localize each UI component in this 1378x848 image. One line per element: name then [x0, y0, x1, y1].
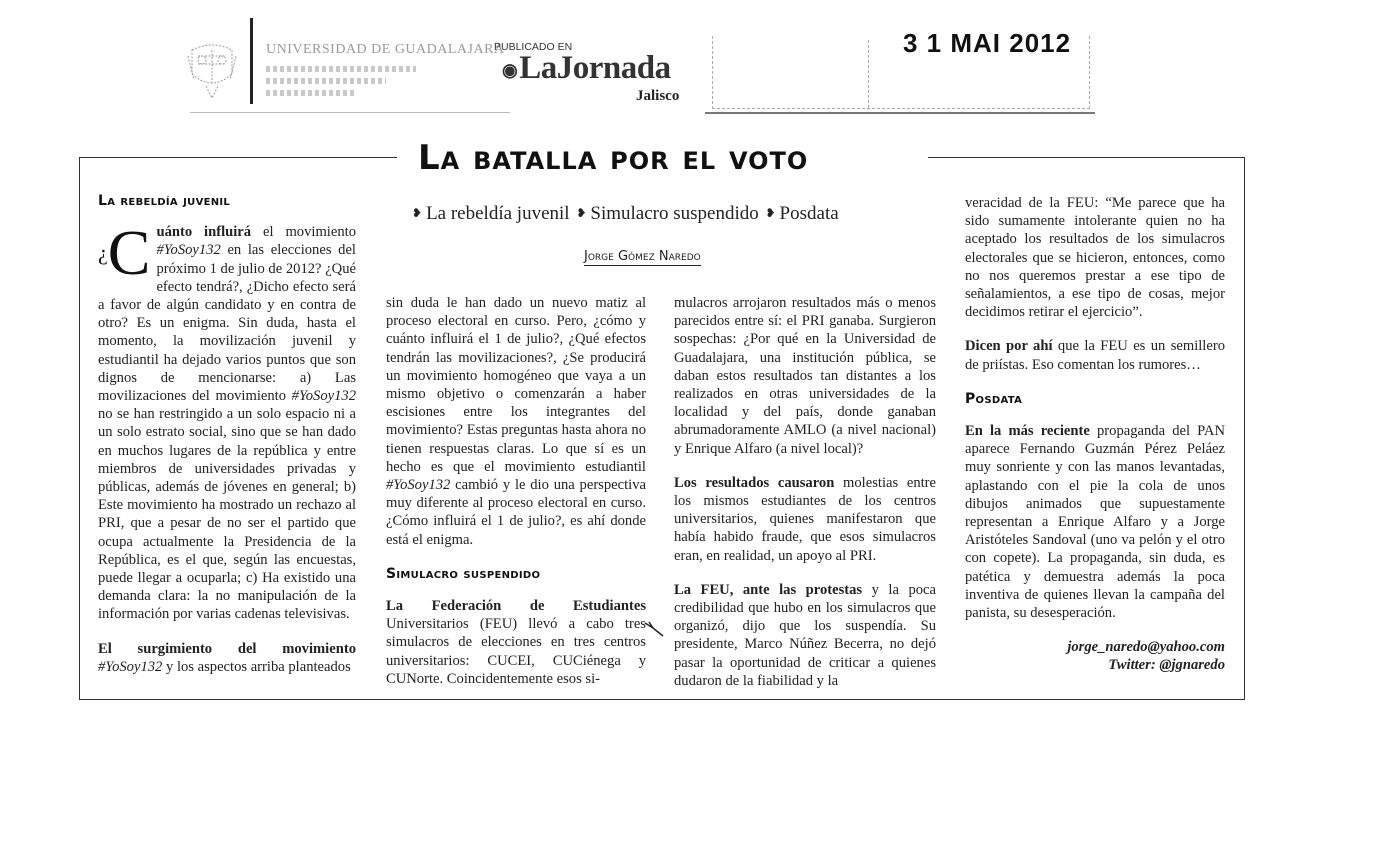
author-twitter: Twitter: @jgnaredo — [1108, 657, 1225, 674]
stamp-date: 3 1 MAI 2012 — [903, 28, 1072, 58]
hashtag: #YoSoy132 — [156, 242, 221, 259]
lead-bold: La Federación de Estudiantes — [386, 598, 646, 615]
bullet-icon: ❥ — [576, 206, 587, 220]
hashtag: #YoSoy132 — [386, 477, 451, 494]
lead-bold: uánto influirá — [156, 224, 252, 241]
lead-bold: La FEU, ante las protestas — [674, 581, 863, 598]
stamp-divider — [868, 40, 870, 108]
institution-name: UNIVERSIDAD DE GUADALAJARA — [266, 42, 505, 57]
headline: La batalla por el voto — [418, 138, 809, 178]
hashtag: #YoSoy132 — [291, 388, 356, 405]
paragraph — [98, 217, 356, 623]
lead-bold: En la más reciente — [965, 423, 1090, 440]
text: que la FEU es un semillero de priístas. Eso comentan los rumores… — [965, 338, 1225, 373]
logo-mark-icon: ◉ — [502, 60, 518, 81]
text: no se han restringido a un solo espacio ni a un solo estrato social, sino que se han dado en muchos lugares de la república y entre miembros de universidades privadas y públicas, además de jóvenes en general; b) Este movimiento ha mostrado un rechazo al PRI, que a pesar de no ser el partido que ocupa actualmente la Presidencia de la República, es el que, según las encuestas, puede llegar a ocuparla; c) Ha existido una demanda clara: la no manipulación de la información por varias cadenas televisivas. — [98, 406, 356, 623]
header-rule — [705, 112, 1095, 114]
faint-address-line — [266, 78, 386, 84]
column-3 — [674, 294, 936, 690]
newspaper-edition: Jalisco — [636, 88, 680, 104]
column-1 — [98, 192, 356, 676]
author-email: jorge_naredo@yahoo.com — [1067, 639, 1225, 656]
section-title-posdata: Posdata — [965, 390, 1023, 407]
drop-cap-letter: C — [107, 217, 151, 289]
drop-cap — [98, 217, 151, 289]
pen-mark-icon — [643, 620, 665, 638]
section-title-simulacro: Simulacro suspendido — [386, 565, 541, 582]
paragraph — [965, 422, 1225, 622]
paragraph: mulacros arrojaron resultados más o menos parecidos entre sí: el PRI ganaba. Surgieron sospechas: ¿Por qué en la Universidad de Guadalajara, una institución pública, se daban estos resultados tan distantes a los realizados en otras universidades de la localidad y del país, donde ganaban abrumadoramente AMLO (a nivel nacional) y Enrique Alfaro (a nivel local)? — [674, 295, 936, 457]
published-in-label: PUBLICADO EN — [494, 41, 573, 53]
subhead: La rebeldía juvenil — [426, 203, 570, 224]
paragraph — [386, 597, 646, 688]
faint-address-line — [266, 90, 356, 96]
university-seal-icon — [186, 36, 238, 102]
text: sin duda le han dado un nuevo matiz al proceso electoral en curso. Pero, ¿cómo y cuánto influirá el 1 de julio?, ¿Qué efectos tendrán las movilizaciones?, ¿Se producirá un movimiento homogéneo que vaya a un mismo objetivo o comenzarán a haber escisiones entre los integrantes del movimiento? Estas preguntas hasta ahora no tienen respuestas claras. Lo que sí es un hecho es que el movimiento estudiantil — [386, 295, 646, 475]
paragraph — [386, 294, 646, 549]
lead-bold: El surgimiento del movimiento — [98, 640, 356, 657]
faint-address-line — [266, 66, 416, 72]
text: y los aspectos arriba planteados — [162, 658, 351, 675]
byline: Jorge Gómez Naredo — [584, 249, 701, 264]
text: en las elecciones del próximo 1 de julio de 2012? ¿Qué efecto tendrá?, ¿Dicho efecto será a favor de algún candidato y en contra de otro? Es un enigma. Sin duda, hasta el momento, la movilización juvenil y estudiantil ha dejado varios puntos que son dignos de mencionarse: a) Las movilizaciones del movimiento — [98, 242, 356, 405]
text: propaganda del PAN aparece Fernando Guzmán Pérez Peláez muy sonriente y con las manos levantadas, aplastando con el pie la cola de unos dibujos animados que supuestamente representan a Enrique Alfaro y a Jorge Aristóteles Sandoval (uno va pelón y el otro con copete). La propaganda, sin duda, es patética y demuestra además la poca inventiva de quienes llevan la campaña del panista, su desesperación. — [965, 423, 1226, 622]
section-title-rebeldia: La rebeldía juvenil — [98, 193, 231, 209]
newspaper-name: LaJornada — [519, 50, 671, 86]
column-4 — [965, 194, 1225, 675]
text: y la poca credibilidad que hubo en los simulacros que organizó, dijo que los suspendía. Su presidente, Marco Núñez Becerra, no dejó pasar la oportunidad de criticar a quienes dudaron de la fiabilidad y la — [674, 581, 936, 689]
frame-top-rule — [79, 157, 397, 158]
frame-top-rule — [928, 157, 1244, 158]
text: molestias entre los mismos estudiantes de los centros universitarios, quienes manifestaron que había habido fraude, que esos simulacros eran, en realidad, un apoyo al PRI. — [674, 474, 937, 564]
bullet-icon: ❥ — [765, 206, 776, 220]
hashtag: #YoSoy132 — [98, 658, 163, 675]
drop-cap-question: ¿ — [98, 240, 108, 266]
header-divider — [250, 18, 253, 104]
paragraph — [674, 581, 936, 690]
newspaper-logo — [502, 52, 671, 85]
paragraph — [98, 640, 356, 676]
subhead: Posdata — [779, 203, 839, 224]
text: Universitarios (FEU) llevó a cabo tres simulacros de elecciones en tres centros universitarios: CUCEI, CUCiénega y CUNorte. Coincidentemente esos si- — [386, 616, 646, 687]
lead-bold: Los resultados causaron — [674, 474, 835, 491]
paragraph: veracidad de la FEU: “Me parece que ha sido sumamente intolerante quien no ha aceptado los resultados de los simulacros electorales que se hicieron, entonces, como no nos queremos prestar a ese tipo de señalamientos, a ese tipo de cosas, mejor decidimos retirar el ejercicio”. — [965, 195, 1225, 321]
lead-bold: Dicen por ahí — [965, 338, 1053, 355]
header-rule — [190, 112, 510, 113]
bullet-icon: ❥ — [412, 206, 423, 220]
text: el movimiento — [251, 224, 356, 241]
paragraph — [965, 337, 1225, 373]
paragraph — [674, 474, 936, 565]
subhead: Simulacro suspendido — [590, 203, 759, 224]
subheads — [410, 203, 839, 225]
column-2 — [386, 294, 646, 688]
text: cambió y le dio una perspectiva muy diferente al proceso electoral en curso. ¿Cómo influirá el 1 de julio?, es ahí donde está el enigma. — [386, 477, 646, 548]
